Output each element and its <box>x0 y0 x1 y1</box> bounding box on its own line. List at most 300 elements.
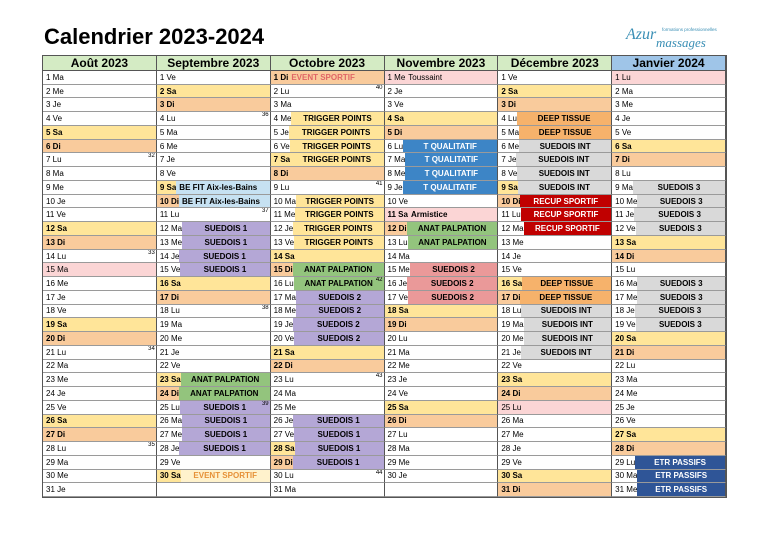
day-label: 5 Ma <box>501 127 520 137</box>
day-cell <box>271 167 385 181</box>
day-cell <box>385 401 499 415</box>
event-label: SUEDOIS INT <box>518 181 611 194</box>
day-label: 15 Ve <box>501 265 522 275</box>
day-cell <box>43 167 157 181</box>
day-label: 14 Je <box>501 251 521 261</box>
day-label: 17 Ve <box>387 292 408 302</box>
day-label: 12 Sa <box>46 224 67 234</box>
day-cell <box>612 140 726 154</box>
day-cell <box>157 318 271 332</box>
day-label: 27 Sa <box>615 430 637 440</box>
event-label: RECUP SPORTIF <box>524 222 612 235</box>
day-label: 12 Ma <box>501 224 524 234</box>
day-cell <box>157 126 271 140</box>
day-cell <box>157 167 271 181</box>
day-cell <box>43 140 157 154</box>
day-cell <box>385 181 499 195</box>
day-cell <box>157 428 271 442</box>
week-number: 32 <box>148 153 155 160</box>
day-label: 25 Me <box>273 402 296 412</box>
day-cell <box>43 153 157 167</box>
day-cell <box>612 332 726 346</box>
day-label: 3 Di <box>159 100 175 110</box>
day-label: 21 Di <box>615 347 635 357</box>
day-cell <box>43 71 157 85</box>
day-cell <box>43 428 157 442</box>
event-label: TRIGGER POINTS <box>289 126 384 139</box>
day-cell <box>43 250 157 264</box>
day-cell <box>157 181 271 195</box>
logo-tagline: formations professionnelles <box>662 27 717 32</box>
day-cell <box>271 346 385 360</box>
day-label: 18 Lu <box>159 306 180 316</box>
day-cell <box>43 483 157 497</box>
day-cell <box>498 318 612 332</box>
day-label: 11 Lu <box>159 210 180 220</box>
day-label: 9 Lu <box>273 182 290 192</box>
day-cell <box>271 263 385 277</box>
day-label: 20 Lu <box>387 333 408 343</box>
day-label: 21 Lu <box>46 347 67 357</box>
day-label: 13 Me <box>501 237 524 247</box>
day-label: 13 Me <box>159 237 183 247</box>
day-label: 19 Sa <box>46 320 67 330</box>
day-label: 19 Ve <box>615 320 636 330</box>
day-cell <box>157 112 271 126</box>
day-cell <box>498 387 612 401</box>
day-cell <box>385 85 499 99</box>
day-cell <box>612 167 726 181</box>
day-cell <box>43 346 157 360</box>
day-cell <box>498 195 612 209</box>
day-label: 4 Lu <box>501 114 517 124</box>
day-cell <box>612 456 726 470</box>
day-label: 18 Ve <box>46 306 67 316</box>
day-cell <box>612 153 726 167</box>
day-label: 4 Me <box>273 114 292 124</box>
day-label: 8 Lu <box>615 169 631 179</box>
month-header: Août 2023 <box>43 56 157 71</box>
day-cell <box>43 263 157 277</box>
day-cell <box>157 332 271 346</box>
day-cell <box>157 250 271 264</box>
day-label: 3 Me <box>615 100 633 110</box>
day-cell <box>157 360 271 374</box>
event-label: SUEDOIS 1 <box>295 442 384 455</box>
day-label: 3 Ma <box>273 100 292 110</box>
day-label: 27 Di <box>46 430 66 440</box>
week-number: 40 <box>375 84 383 91</box>
day-label: 31 Ma <box>273 485 296 495</box>
week-number: 33 <box>148 249 155 256</box>
event-label: SUEDOIS 1 <box>179 250 269 263</box>
day-label: 14 Lu <box>46 251 67 261</box>
day-label: 8 Ve <box>501 169 518 179</box>
day-label: 30 Sa <box>501 471 523 481</box>
day-cell <box>43 208 157 222</box>
day-label: 18 Me <box>273 306 296 316</box>
event-label: SUEDOIS 2 <box>407 277 497 290</box>
day-cell <box>385 153 499 167</box>
event-label: SUEDOIS 2 <box>410 263 498 276</box>
day-label: 6 Lu <box>387 141 404 151</box>
day-cell <box>43 277 157 291</box>
day-label: 30 Ma <box>615 471 638 481</box>
day-cell <box>271 277 385 291</box>
day-cell <box>43 401 157 415</box>
day-cell <box>498 153 612 167</box>
day-label: 8 Me <box>387 169 406 179</box>
event-label: TRIGGER POINTS <box>293 222 383 235</box>
event-label: SUEDOIS 2 <box>408 291 497 304</box>
day-cell <box>498 483 612 497</box>
day-label: 15 Ve <box>159 265 181 275</box>
day-cell <box>498 373 612 387</box>
day-label: 14 Ma <box>387 251 410 261</box>
day-cell <box>43 332 157 346</box>
event-label: DEEP TISSUE <box>517 112 611 125</box>
day-cell <box>385 263 499 277</box>
day-cell <box>385 250 499 264</box>
day-cell <box>271 208 385 222</box>
event-label: SUEDOIS 2 <box>296 305 384 318</box>
day-label: 24 Me <box>615 388 638 398</box>
day-label: 27 Lu <box>387 430 408 440</box>
month-header: Novembre 2023 <box>385 56 499 71</box>
day-label: 10 Me <box>615 196 638 206</box>
day-label: 6 Di <box>46 141 61 151</box>
day-cell <box>43 195 157 209</box>
day-label: 7 Je <box>501 155 517 165</box>
event-label: SUEDOIS 1 <box>179 442 269 455</box>
event-label: DEEP TISSUE <box>520 291 611 304</box>
day-label: 16 Sa <box>501 278 523 288</box>
day-label: 21 Je <box>501 347 521 357</box>
day-label: 29 Ma <box>46 457 69 467</box>
day-label: 28 Lu <box>46 443 67 453</box>
day-cell <box>271 456 385 470</box>
event-label: ANAT PALPATION <box>293 263 384 276</box>
day-label: 1 Lu <box>615 72 631 82</box>
day-cell <box>385 98 499 112</box>
day-label: 4 Ve <box>46 114 63 124</box>
week-number: 39 <box>261 400 269 407</box>
day-cell <box>157 236 271 250</box>
day-label: 8 Di <box>273 169 289 179</box>
day-cell <box>43 112 157 126</box>
day-label: 24 Ve <box>387 388 408 398</box>
event-label: SUEDOIS 1 <box>182 415 270 428</box>
day-cell <box>385 140 499 154</box>
day-cell <box>157 263 271 277</box>
event-label: SUEDOIS 1 <box>182 236 270 249</box>
day-label: 17 Je <box>46 292 66 302</box>
day-cell <box>271 387 385 401</box>
day-label: 23 Sa <box>159 375 181 385</box>
day-cell <box>43 98 157 112</box>
day-cell <box>43 291 157 305</box>
day-label: 12 Je <box>273 224 294 234</box>
day-cell <box>498 208 612 222</box>
day-label: 22 Lu <box>615 361 636 371</box>
day-cell <box>612 387 726 401</box>
day-cell <box>612 318 726 332</box>
event-label: ETR PASSIFS <box>637 470 725 483</box>
day-label: 2 Ma <box>615 86 633 96</box>
day-label: 7 Je <box>159 155 175 165</box>
event-label: SUEDOIS 3 <box>637 195 725 208</box>
month-header: Décembre 2023 <box>498 56 612 71</box>
event-label: SUEDOIS 3 <box>633 181 725 194</box>
day-label: 28 Ma <box>387 443 410 453</box>
event-label: TRIGGER POINTS <box>294 236 383 249</box>
day-cell <box>498 112 612 126</box>
day-cell <box>271 415 385 429</box>
event-label: SUEDOIS 3 <box>636 222 725 235</box>
event-label: SUEDOIS 1 <box>293 415 383 428</box>
day-cell <box>271 360 385 374</box>
day-label: 17 Di <box>159 292 179 302</box>
day-label: 18 Sa <box>387 306 409 316</box>
event-label: SUEDOIS 2 <box>293 318 383 331</box>
week-number: 42 <box>375 277 383 284</box>
day-cell <box>157 195 271 209</box>
day-label: 6 Sa <box>615 141 632 151</box>
day-cell <box>612 195 726 209</box>
day-label: 27 Ve <box>273 430 295 440</box>
day-cell <box>43 373 157 387</box>
event-label: SUEDOIS INT <box>521 305 611 318</box>
event-label: TRIGGER POINTS <box>291 112 383 125</box>
day-label: 16 Ma <box>615 278 638 288</box>
day-cell <box>385 112 499 126</box>
day-label: 30 Me <box>46 471 69 481</box>
day-cell <box>43 470 157 484</box>
day-label: 13 Sa <box>615 237 637 247</box>
day-label: 9 Je <box>387 182 403 192</box>
day-cell <box>271 483 385 497</box>
day-label: 5 Je <box>273 127 289 137</box>
day-label: 20 Di <box>46 333 66 343</box>
day-label: 13 Lu <box>387 237 408 247</box>
event-label: SUEDOIS 1 <box>180 263 269 276</box>
day-label: 17 Me <box>615 292 638 302</box>
event-label: Armistice <box>410 210 448 220</box>
day-cell <box>271 401 385 415</box>
day-label: 5 Sa <box>46 127 63 137</box>
day-label: 20 Me <box>159 333 183 343</box>
empty-cell <box>385 483 499 497</box>
day-label: 10 Ve <box>387 196 408 206</box>
event-label: ETR PASSIFS <box>635 456 725 469</box>
day-label: 23 Me <box>46 375 69 385</box>
day-cell <box>612 71 726 85</box>
week-number: 35 <box>148 442 155 449</box>
day-cell <box>498 167 612 181</box>
day-cell <box>612 236 726 250</box>
day-cell <box>157 346 271 360</box>
event-label: T QUALITATIF <box>403 181 498 194</box>
day-label: 1 Ma <box>46 72 64 82</box>
day-label: 29 Lu <box>615 457 636 467</box>
day-label: 29 Ve <box>159 457 181 467</box>
day-label: 25 Sa <box>387 402 409 412</box>
day-label: 11 Ve <box>46 210 66 220</box>
day-cell <box>498 291 612 305</box>
event-label: RECUP SPORTIF <box>521 208 611 221</box>
day-cell <box>157 373 271 387</box>
day-label: 28 Di <box>615 443 635 453</box>
week-number: 41 <box>375 180 383 187</box>
day-cell <box>612 428 726 442</box>
day-label: 26 Ve <box>615 416 636 426</box>
day-label: 19 Di <box>387 320 407 330</box>
day-cell <box>385 373 499 387</box>
day-label: 16 Je <box>387 278 408 288</box>
day-label: 26 Ma <box>501 416 524 426</box>
day-label: 31 Di <box>501 485 521 495</box>
day-cell <box>157 140 271 154</box>
day-label: 23 Je <box>387 375 408 385</box>
day-cell <box>498 332 612 346</box>
event-label: SUEDOIS 2 <box>296 291 384 304</box>
calendar-grid <box>42 55 727 498</box>
day-cell <box>612 291 726 305</box>
day-cell <box>271 291 385 305</box>
day-label: 6 Me <box>501 141 520 151</box>
day-label: 26 Sa <box>46 416 67 426</box>
event-label: DEEP TISSUE <box>522 277 611 290</box>
day-label: 2 Sa <box>501 86 518 96</box>
day-label: 7 Ma <box>387 155 406 165</box>
day-label: 4 Sa <box>387 114 404 124</box>
day-label: 12 Ve <box>615 224 636 234</box>
day-cell <box>498 181 612 195</box>
event-label: BE FIT Aix-les-Bains <box>176 181 269 194</box>
day-cell <box>498 346 612 360</box>
event-label: EVENT SPORTIF <box>288 71 383 84</box>
day-cell <box>612 415 726 429</box>
day-label: 28 Je <box>159 443 180 453</box>
day-label: 22 Ve <box>159 361 181 371</box>
day-cell <box>385 318 499 332</box>
day-label: 29 Me <box>387 457 410 467</box>
event-label: ETR PASSIFS <box>637 483 725 496</box>
day-cell <box>498 222 612 236</box>
day-cell <box>498 456 612 470</box>
day-label: 13 Di <box>46 237 66 247</box>
day-label: 4 Lu <box>159 114 176 124</box>
day-label: 30 Lu <box>273 471 294 481</box>
day-label: 16 Sa <box>159 278 181 288</box>
day-cell <box>271 112 385 126</box>
day-cell <box>612 112 726 126</box>
day-label: 5 Ma <box>159 127 178 137</box>
day-label: 20 Ve <box>273 333 295 343</box>
day-cell <box>271 332 385 346</box>
day-cell <box>271 98 385 112</box>
day-cell <box>385 195 499 209</box>
day-label: 15 Me <box>387 265 410 275</box>
day-cell <box>612 263 726 277</box>
day-cell <box>385 126 499 140</box>
day-label: 20 Me <box>501 333 524 343</box>
event-label: SUEDOIS 1 <box>293 456 384 469</box>
day-cell <box>498 415 612 429</box>
day-label: 4 Je <box>615 114 631 124</box>
day-cell <box>385 167 499 181</box>
day-cell <box>157 305 271 319</box>
day-cell <box>43 222 157 236</box>
day-cell <box>157 291 271 305</box>
day-cell <box>43 360 157 374</box>
day-label: 1 Di <box>273 72 289 82</box>
event-label: SUEDOIS 3 <box>635 305 725 318</box>
day-cell <box>612 360 726 374</box>
event-label: SUEDOIS INT <box>516 153 611 166</box>
day-cell <box>271 85 385 99</box>
event-label: SUEDOIS 3 <box>634 208 725 221</box>
event-label: T QUALITATIF <box>403 140 497 153</box>
day-cell <box>612 442 726 456</box>
day-cell <box>43 126 157 140</box>
day-label: 21 Sa <box>273 347 295 357</box>
day-cell <box>271 140 385 154</box>
event-label: DEEP TISSUE <box>519 126 611 139</box>
day-label: 8 Ve <box>159 169 176 179</box>
day-cell <box>157 98 271 112</box>
day-label: 1 Ve <box>159 72 176 82</box>
day-label: 7 Lu <box>46 155 62 165</box>
day-label: 9 Sa <box>501 182 518 192</box>
day-cell <box>157 456 271 470</box>
day-cell <box>43 387 157 401</box>
day-cell <box>271 470 385 484</box>
event-label: SUEDOIS INT <box>524 332 612 345</box>
day-cell <box>612 305 726 319</box>
day-cell <box>385 305 499 319</box>
day-label: 5 Ve <box>615 127 632 137</box>
day-label: 10 Di <box>159 196 179 206</box>
day-label: 16 Me <box>46 278 69 288</box>
day-cell <box>43 456 157 470</box>
event-label: SUEDOIS 1 <box>182 428 270 441</box>
day-cell <box>271 195 385 209</box>
day-label: 21 Ma <box>387 347 410 357</box>
day-cell <box>612 346 726 360</box>
day-label: 6 Ve <box>273 141 290 151</box>
day-cell <box>498 470 612 484</box>
day-label: 12 Ma <box>159 224 183 234</box>
day-cell <box>43 85 157 99</box>
day-cell <box>271 318 385 332</box>
day-label: 22 Ma <box>46 361 69 371</box>
day-cell <box>385 415 499 429</box>
day-label: 23 Lu <box>273 375 294 385</box>
event-label: ANAT PALPATION <box>407 222 498 235</box>
day-label: 6 Me <box>159 141 178 151</box>
month-header: Septembre 2023 <box>157 56 271 71</box>
day-cell <box>612 98 726 112</box>
day-label: 2 Me <box>46 86 64 96</box>
day-label: 31 Me <box>615 485 638 495</box>
day-label: 11 Lu <box>501 210 521 220</box>
event-label: TRIGGER POINTS <box>296 195 384 208</box>
day-label: 18 Lu <box>501 306 522 316</box>
day-label: 24 Di <box>501 388 521 398</box>
day-cell <box>498 85 612 99</box>
day-cell <box>612 470 726 484</box>
